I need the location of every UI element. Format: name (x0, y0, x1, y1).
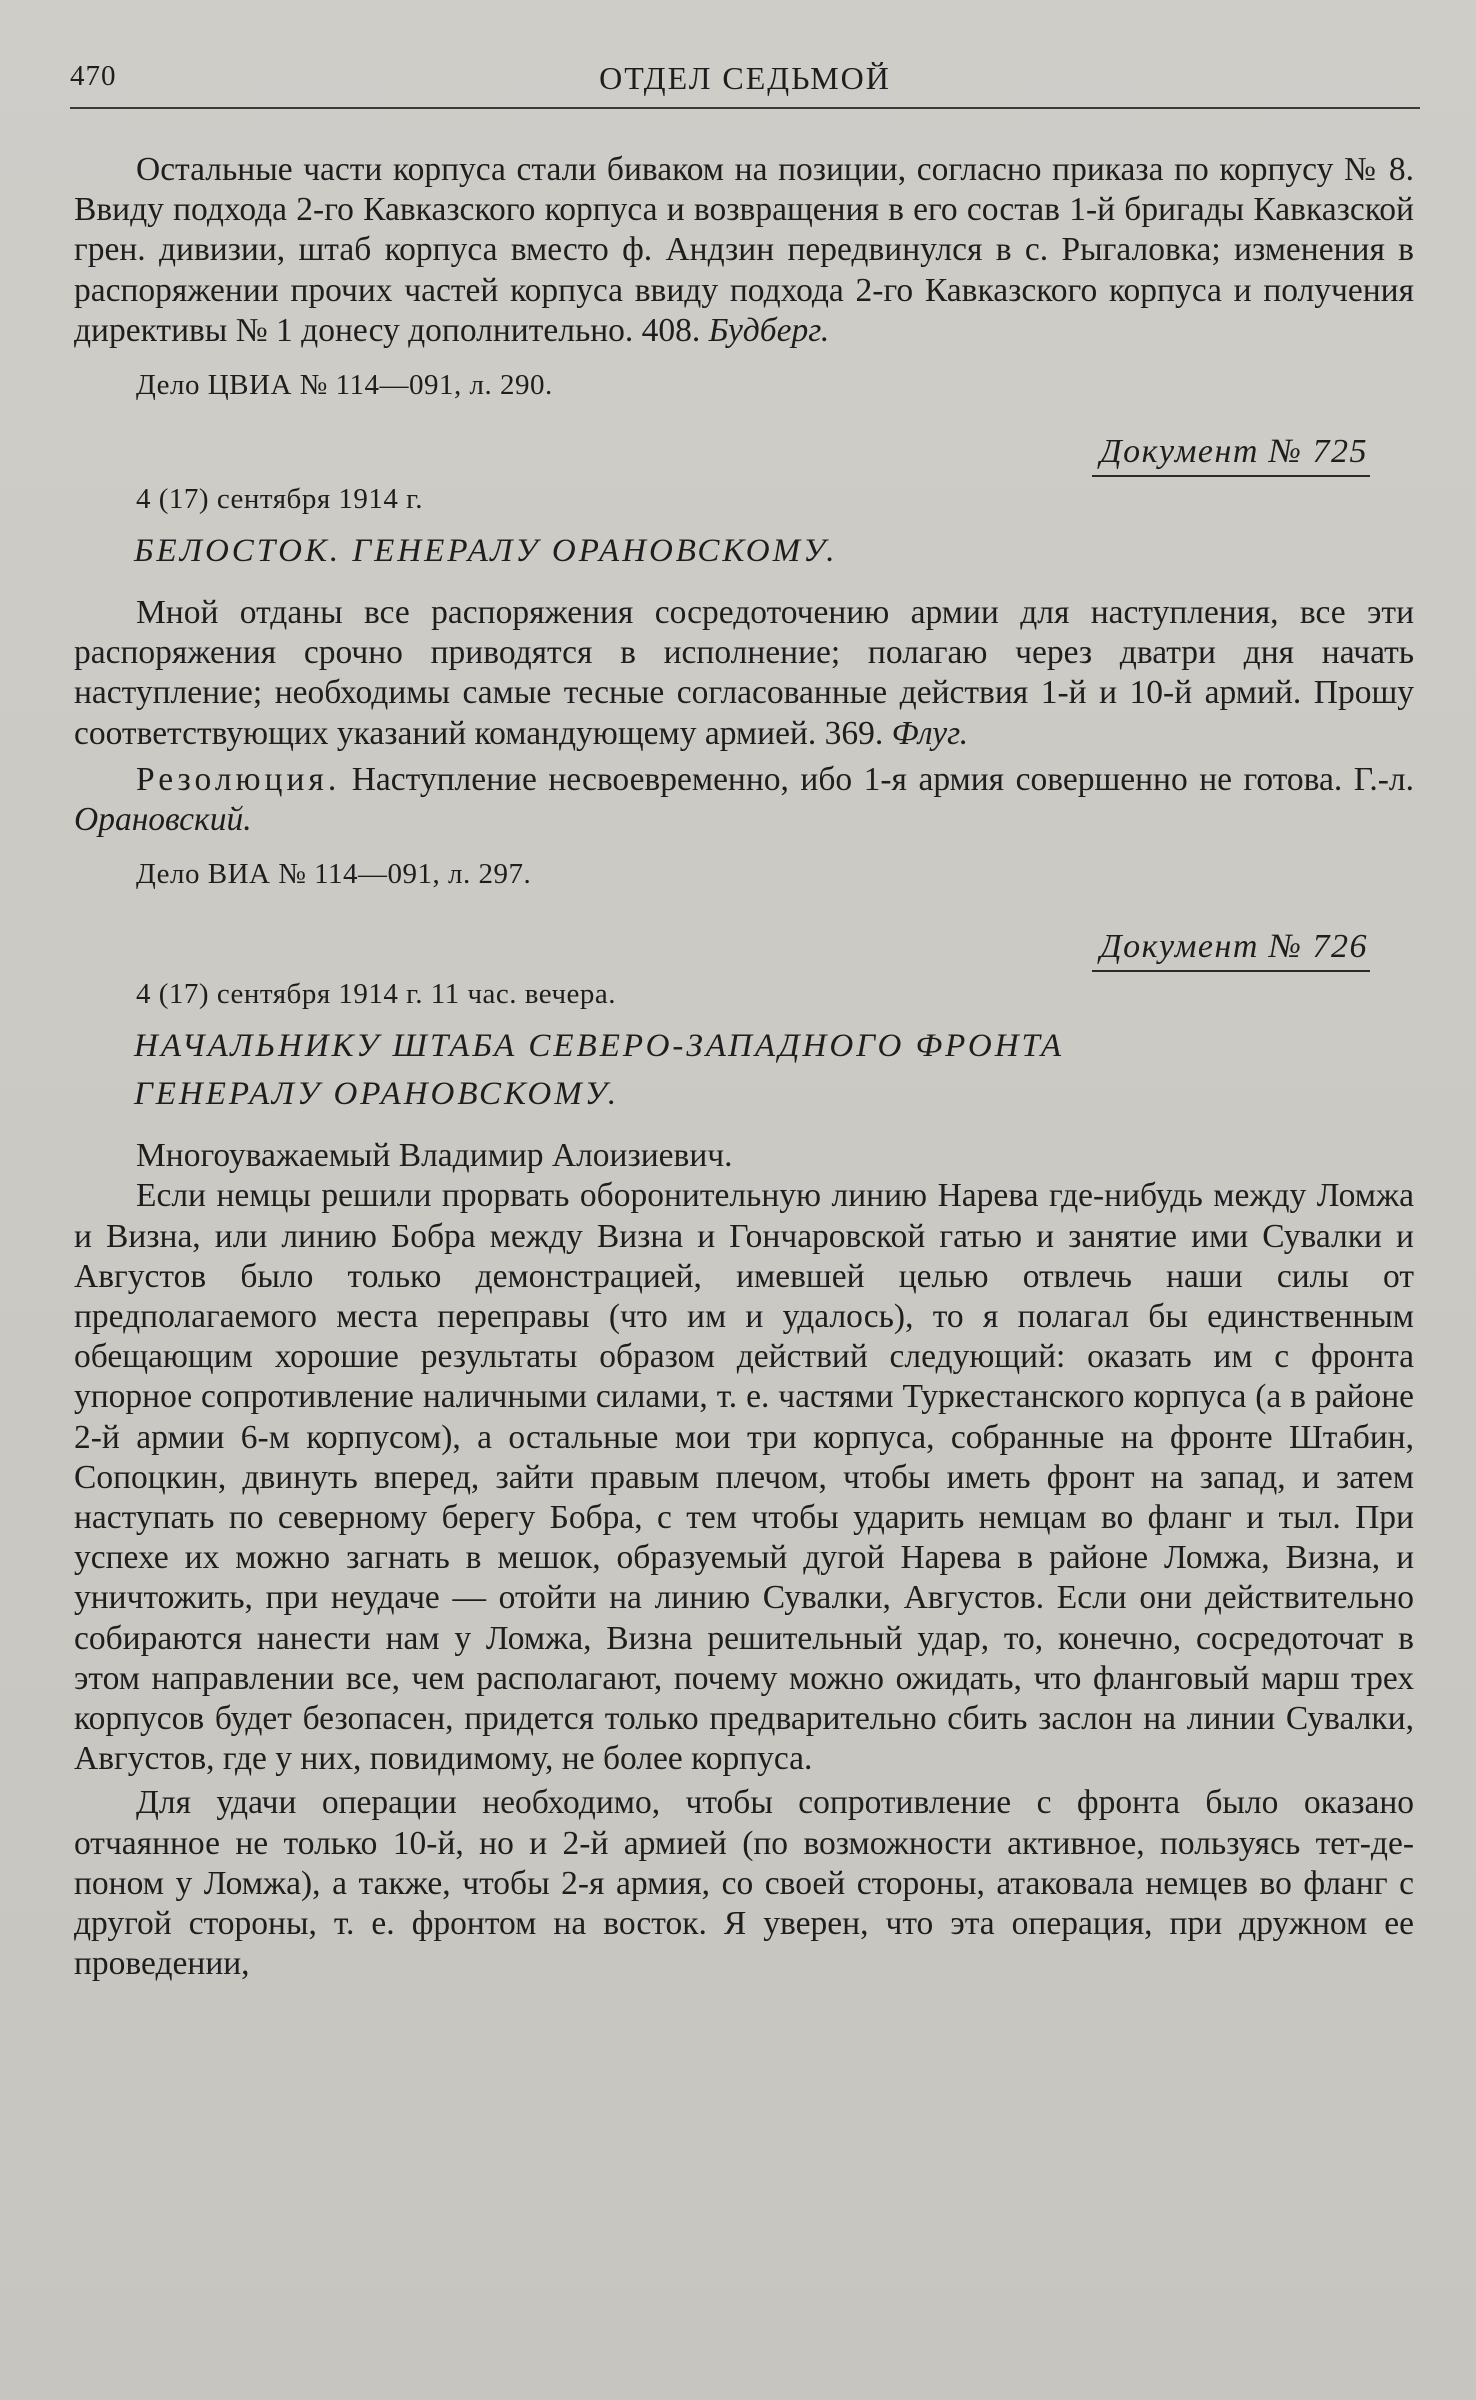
continuation-source: Дело ЦВИА № 114—091, л. 290. (136, 369, 553, 402)
doc-725-body (74, 593, 1414, 754)
doc-725-signature: Флуг. (891, 714, 969, 752)
page-number: 470 (70, 60, 117, 92)
doc-725-resolution-text: Наступление несвоевременно, ибо 1-я армия совершенно не готова. Г.-л. (351, 760, 1414, 798)
doc-725-resolution (74, 760, 1414, 840)
continuation-paragraph (74, 150, 1414, 351)
doc-725-addressee: БЕЛОСТОК. ГЕНЕРАЛУ ОРАНОВСКОМУ. (134, 533, 838, 570)
doc-725-body-text: Мной отданы все распоряжения сосредоточению армии для наступления, все эти распоряжения срочно приводятся в исполнение; полагаю через дватри дня начать наступление; необходимы самые тесные согласованные действия 1-й и 10-й армий. Прошу соответствующих указаний командующему армией. 369. (74, 594, 1414, 752)
doc-725-number: Документ № 725 (74, 433, 1414, 477)
doc-726-addressee-line2: ГЕНЕРАЛУ ОРАНОВСКОМУ. (134, 1076, 620, 1113)
continuation-text: Остальные части корпуса стали биваком на позиции, согласно приказа по корпусу № 8. Ввиду подхода 2-го Кавказского корпуса и возвращения в его состав 1-й бригады Кавказской грен. дивизии, штаб корпуса вместо ф. Андзин передвинулся в с. Рыгаловка; изменения в распоряжении прочих частей корпуса ввиду подхода 2-го Кавказского корпуса и получения директивы № 1 донесу дополнительно. 408. (74, 151, 1414, 349)
header-rule (70, 107, 1420, 109)
doc-725-source: Дело ВИА № 114—091, л. 297. (136, 858, 532, 891)
doc-725-resolution-signature: Орановский. (74, 801, 252, 839)
doc-726-addressee-line1: НАЧАЛЬНИКУ ШТАБА СЕВЕРО-ЗАПАДНОГО ФРОНТА (134, 1028, 1064, 1065)
doc-726-salutation: Многоуважаемый Владимир Алоизиевич. (136, 1137, 733, 1175)
doc-726-date: 4 (17) сентября 1914 г. 11 час. вечера. (136, 978, 617, 1011)
doc-725-resolution-label: Резолюция. (136, 760, 341, 798)
page-header (70, 60, 1420, 110)
doc-725-date: 4 (17) сентября 1914 г. (136, 483, 424, 516)
doc-726-paragraph-1: Если немцы решили прорвать оборонительную линию Нарева где-нибудь между Ломжа и Визна, или линию Бобра между Визна и Гончаровской гатью и занятие ими Сувалки и Августов было только демонстрацией, имевшей целью отвлечь наши силы от предполагаемого места переправы (что им и удалось), то я полагал бы единственным обещающим хорошие результаты образом действий следующий: оказать им с фронта упорное сопротивление наличными силами, т. е. частями Туркестанского корпуса (а в районе 2-й армии 6-м корпусом), а остальные мои три корпуса, собранные на фронте Штабин, Сопоцкин, двинуть вперед, зайти правым плечом, чтобы иметь фронт на запад, и затем наступать по северному берегу Бобра, с тем чтобы ударить немцам во фланг и тыл. При успехе их можно загнать в мешок, образуемый дугой Нарева в районе Ломжа, Визна, и уничтожить, при неудаче — отойти на линию Сувалки, Августов. Если они действительно собираются нанести нам у Ломжа, Визна решительный удар, то, конечно, сосредоточат в этом направлении все, чем располагают, почему можно ожидать, что фланговый марш трех корпусов будет безопасен, придется только предварительно сбить заслон на линии Сувалки, Августов, где у них, повидимому, не более корпуса. (74, 1177, 1414, 1778)
page-content (74, 150, 1414, 1985)
running-title: ОТДЕЛ СЕДЬМОЙ (599, 60, 891, 96)
doc-726-paragraph-2: Для удачи операции необходимо, чтобы сопротивление с фронта было оказано отчаянное не только 10-й, но и 2-й армией (по возможности активное, пользуясь тет-де-поном у Ломжа), а также, чтобы 2-я армия, со своей стороны, атаковала немцев во фланг с другой стороны, т. е. фронтом на восток. Я уверен, что эта операция, при дружном ее проведении, (74, 1784, 1414, 1983)
doc-726-number: Документ № 726 (74, 928, 1414, 972)
continuation-signature: Будберг. (708, 311, 830, 349)
